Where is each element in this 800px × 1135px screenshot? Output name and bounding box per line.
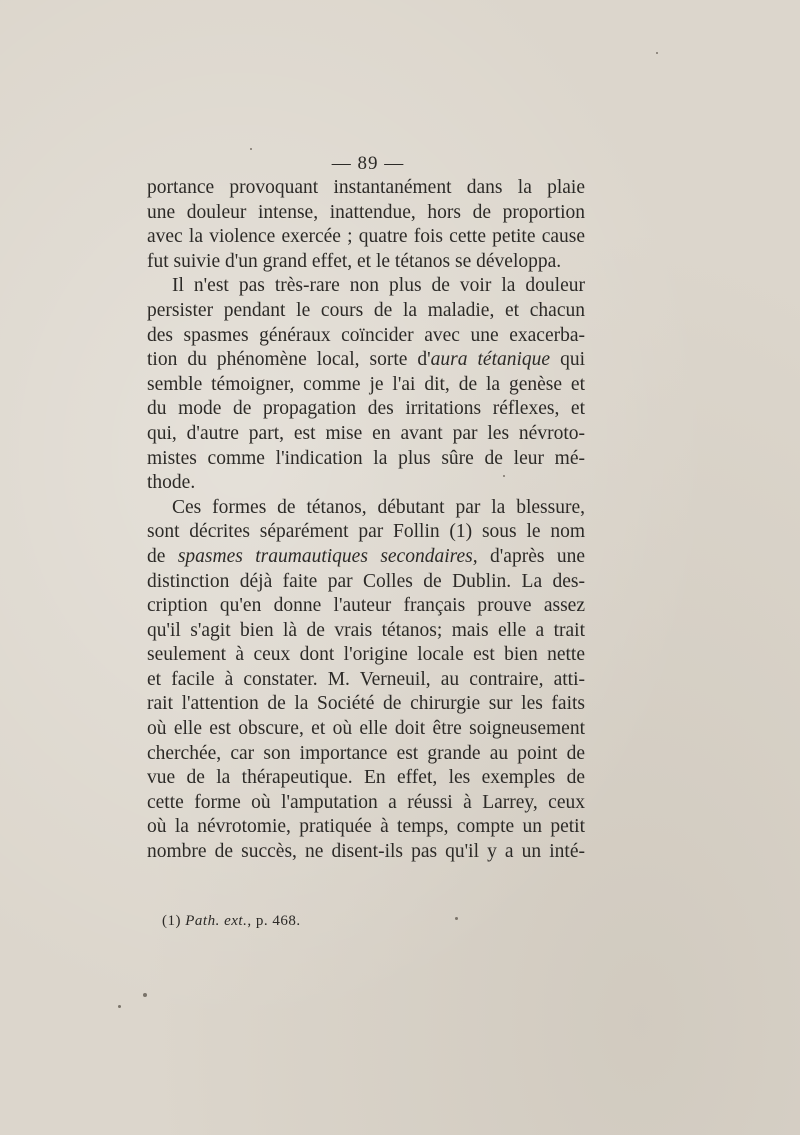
text-line: des spasmes généraux coïncider avec une exacerba-: [147, 324, 585, 346]
text-segment: tion du phénomène local, sorte d': [147, 349, 431, 371]
text-line: cription qu'en donne l'auteur français prouve assez: [147, 595, 585, 617]
text-segment: d'après une: [477, 545, 586, 567]
text-line: qui, d'autre part, est mise en avant par les névroto-: [147, 422, 585, 444]
paper-speck: [656, 52, 658, 54]
text-line: mistes comme l'indication la plus sûre de leur mé-: [147, 447, 585, 469]
italic-term: spasmes traumautiques secondaires,: [177, 545, 478, 567]
footnote-page: , p. 468.: [247, 913, 301, 929]
paper-speck: [143, 993, 147, 997]
paper-speck: [118, 1005, 121, 1008]
text-line: où la névrotomie, pratiquée à temps, compte un petit: [147, 816, 585, 838]
text-segment: de: [147, 545, 178, 567]
text-line: nombre de succès, ne disent-ils pas qu'il y a un inté-: [147, 841, 585, 863]
text-line: portance provoquant instantanément dans la plaie: [147, 177, 585, 198]
page-number: — 89 —: [331, 153, 405, 174]
footnote: [162, 913, 301, 930]
text-line: une douleur intense, inattendue, hors de proportion: [147, 201, 585, 223]
text-line: persister pendant le cours de la maladie, et chacun: [147, 299, 585, 321]
text-line: distinction déjà faite par Colles de Dublin. La des-: [147, 570, 585, 592]
text-line: qu'il s'agit bien là de vrais tétanos; mais elle a trait: [147, 619, 585, 641]
body-text: [147, 176, 585, 865]
text-line: sont décrites séparément par Follin (1) sous le nom: [147, 521, 585, 543]
text-line: [147, 348, 585, 373]
text-line: rait l'attention de la Société de chirurgie sur les faits: [147, 693, 585, 715]
text-line: où elle est obscure, et où elle doit être soigneusement: [147, 718, 585, 740]
text-line: vue de la thérapeutique. En effet, les exemples de: [147, 767, 585, 789]
text-line: du mode de propagation des irritations réflexes, et: [147, 398, 585, 420]
text-line: seulement à ceux dont l'origine locale est bien nette: [147, 644, 585, 666]
footnote-number: (1): [162, 913, 181, 929]
paper-speck: [455, 917, 458, 920]
text-segment: qui: [550, 349, 585, 371]
text-line: Il n'est pas très-rare non plus de voir la douleur: [172, 275, 585, 297]
paper-speck: [250, 148, 252, 150]
text-line: Ces formes de tétanos, débutant par la blessure,: [172, 496, 585, 518]
text-line: et facile à constater. M. Verneuil, au contraire, atti-: [147, 668, 585, 690]
text-line: [147, 545, 585, 570]
text-line: cherchée, car son importance est grande au point de: [147, 742, 585, 764]
text-line: semble témoigner, comme je l'ai dit, de la genèse et: [147, 373, 585, 395]
text-line: thode.: [147, 472, 196, 494]
italic-term: aura tétanique: [430, 349, 551, 371]
text-line: cette forme où l'amputation a réussi à Larrey, ceux: [147, 791, 585, 813]
text-line: fut suivie d'un grand effet, et le tétanos se développa.: [147, 250, 562, 272]
text-line: avec la violence exercée ; quatre fois cette petite cause: [147, 226, 585, 248]
footnote-reference: Path. ext.: [185, 913, 248, 929]
